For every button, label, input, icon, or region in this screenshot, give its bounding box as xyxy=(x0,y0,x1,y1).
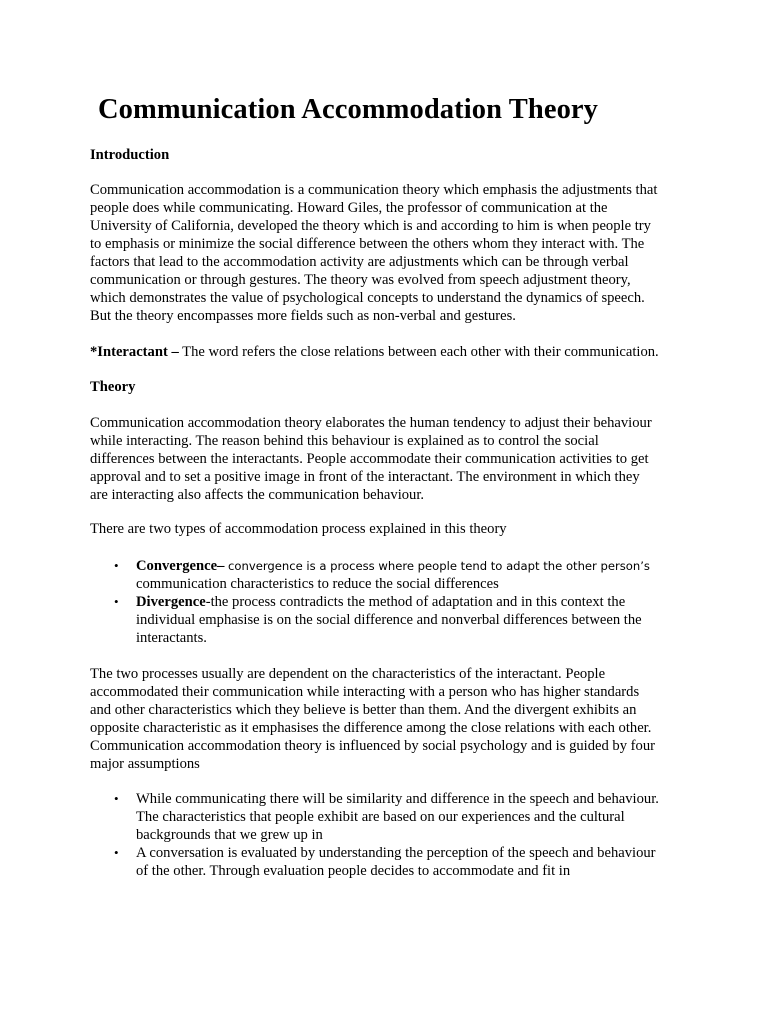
interactant-text: The word refers the close relations between each other with their communication. xyxy=(178,344,659,360)
process-list xyxy=(90,557,690,647)
text-line: are interacting also affects the communication behaviour. xyxy=(90,487,425,503)
text-line: convergence is a process where people tend to adapt the other person’s xyxy=(228,559,650,573)
text-line: backgrounds that we grew up in xyxy=(136,827,323,843)
interactant-term: *Interactant – xyxy=(90,344,179,360)
text-line: differences between the interactants. People accommodate their communication activities to get xyxy=(90,451,649,467)
bullet-icon: • xyxy=(114,845,119,860)
text-line: major assumptions xyxy=(90,756,200,772)
text-line: which demonstrates the value of psychological concepts to understand the dynamics of speech. xyxy=(90,290,645,306)
text-line: communication or through gestures. The theory was evolved from speech adjustment theory, xyxy=(90,272,631,288)
interactant-definition xyxy=(90,343,690,361)
introduction-heading: Introduction xyxy=(90,147,170,163)
text-line: to emphasis or minimize the social difference between the others whom they interact with. The xyxy=(90,236,645,252)
text-line: The two processes usually are dependent on the characteristics of the interactant. People xyxy=(90,666,606,682)
text-line: While communicating there will be similarity and difference in the speech and behaviour. xyxy=(136,791,659,807)
list-item xyxy=(90,557,690,593)
text-line: There are two types of accommodation process explained in this theory xyxy=(90,521,507,537)
types-intro xyxy=(90,520,690,538)
bullet-icon: • xyxy=(114,558,119,573)
assumption-list xyxy=(90,790,690,880)
term-separator: – xyxy=(217,558,229,574)
list-item xyxy=(90,844,690,880)
text-line: Communication accommodation theory elaborates the human tendency to adjust their behaviour xyxy=(90,415,652,431)
text-line: and other characteristics which they believe is better than them. And the divergent exhibits an xyxy=(90,702,637,718)
text-line: communication characteristics to reduce the social differences xyxy=(136,576,499,592)
text-line: individual emphasise is on the social difference and nonverbal differences between the xyxy=(136,612,642,628)
text-line: accommodated their communication while interacting with a person who has higher standards xyxy=(90,684,640,700)
text-line: the process contradicts the method of adaptation and in this context the xyxy=(210,594,626,610)
text-line: of the other. Through evaluation people decides to accommodate and fit in xyxy=(136,863,571,879)
text-line: while interacting. The reason behind this behaviour is explained as to control the social xyxy=(90,433,599,449)
page-title: Communication Accommodation Theory xyxy=(98,94,599,125)
list-item xyxy=(90,593,690,647)
divergence-term: Divergence xyxy=(136,594,206,610)
text-line: people does while communicating. Howard Giles, the professor of communication at the xyxy=(90,200,608,216)
theory-paragraph xyxy=(90,414,690,504)
dependence-paragraph xyxy=(90,665,690,773)
term-separator: - xyxy=(205,594,211,610)
list-item xyxy=(90,790,690,844)
text-line: interactants. xyxy=(136,630,207,646)
theory-heading: Theory xyxy=(90,379,136,395)
text-line: But the theory encompasses more fields such as non-verbal and gestures. xyxy=(90,308,516,324)
convergence-term: Convergence xyxy=(136,558,218,574)
text-line: Communication accommodation is a communication theory which emphasis the adjustments that xyxy=(90,182,658,198)
bullet-icon: • xyxy=(114,791,119,806)
introduction-paragraph xyxy=(90,181,690,325)
text-line: opposite characteristic as it emphasises the difference among the close relations with each other. xyxy=(90,720,652,736)
text-line: factors that lead to the accommodation activity are adjustments which can be through verbal xyxy=(90,254,629,270)
text-line: approval and to set a positive image in front of the interactant. The environment in which they xyxy=(90,469,640,485)
bullet-icon: • xyxy=(114,594,119,609)
text-line: A conversation is evaluated by understanding the perception of the speech and behaviour xyxy=(136,845,656,861)
text-line: University of California, developed the theory which is and according to him is when people try xyxy=(90,218,651,234)
text-line: Communication accommodation theory is influenced by social psychology and is guided by four xyxy=(90,738,655,754)
text-line: The characteristics that people exhibit are based on our experiences and the cultural xyxy=(136,809,625,825)
